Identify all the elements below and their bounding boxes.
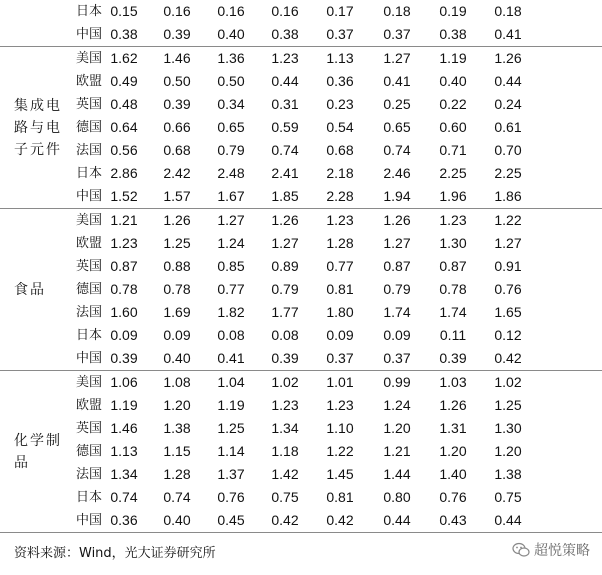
value-cell: 0.16 bbox=[217, 3, 245, 19]
value-cell: 2.86 bbox=[110, 165, 138, 181]
value-cell: 0.39 bbox=[163, 96, 191, 112]
country-label: 德国 bbox=[76, 282, 103, 297]
value-cell: 1.23 bbox=[110, 235, 138, 251]
value-cell: 0.59 bbox=[271, 119, 299, 135]
value-cell: 0.40 bbox=[439, 73, 467, 89]
value-cell: 0.44 bbox=[494, 73, 522, 89]
value-cell: 0.64 bbox=[110, 119, 138, 135]
value-cell: 0.76 bbox=[494, 281, 522, 297]
value-cell: 1.94 bbox=[383, 188, 411, 204]
value-cell: 0.16 bbox=[271, 3, 299, 19]
table-group bbox=[0, 209, 602, 371]
value-cell: 0.60 bbox=[439, 119, 467, 135]
value-cell: 0.74 bbox=[383, 142, 411, 158]
value-cell: 0.23 bbox=[326, 96, 354, 112]
value-cell: 0.39 bbox=[439, 350, 467, 366]
value-cell: 0.76 bbox=[439, 489, 467, 505]
value-cell: 1.15 bbox=[163, 443, 191, 459]
table-group bbox=[0, 47, 602, 209]
value-cell: 1.38 bbox=[494, 466, 522, 482]
value-cell: 1.13 bbox=[326, 50, 354, 66]
value-cell: 0.41 bbox=[383, 73, 411, 89]
value-cell: 1.13 bbox=[110, 443, 138, 459]
value-cell: 1.23 bbox=[326, 397, 354, 413]
category-label: 食品 bbox=[14, 281, 46, 298]
wechat-icon bbox=[512, 542, 530, 558]
value-cell: 1.25 bbox=[217, 420, 245, 436]
value-cell: 1.30 bbox=[494, 420, 522, 436]
table-row bbox=[0, 394, 602, 417]
value-cell: 0.19 bbox=[439, 3, 467, 19]
country-label: 英国 bbox=[76, 97, 103, 112]
value-cell: 0.11 bbox=[439, 327, 467, 343]
country-label: 德国 bbox=[76, 120, 103, 135]
value-cell: 0.74 bbox=[110, 489, 138, 505]
value-cell: 0.81 bbox=[326, 281, 354, 297]
value-cell: 1.28 bbox=[163, 466, 191, 482]
country-label: 法国 bbox=[76, 143, 103, 158]
table-row bbox=[0, 463, 602, 486]
table-row bbox=[0, 486, 602, 509]
value-cell: 1.23 bbox=[439, 212, 467, 228]
source-note: 资料来源：Wind，光大证券研究所 bbox=[14, 546, 216, 561]
value-cell: 0.75 bbox=[271, 489, 299, 505]
value-cell: 1.40 bbox=[439, 466, 467, 482]
value-cell: 0.50 bbox=[217, 73, 245, 89]
value-cell: 1.67 bbox=[217, 188, 245, 204]
value-cell: 1.65 bbox=[494, 304, 522, 320]
value-cell: 0.22 bbox=[439, 96, 467, 112]
value-cell: 0.31 bbox=[271, 96, 299, 112]
value-cell: 0.43 bbox=[439, 512, 467, 528]
watermark bbox=[512, 540, 590, 560]
value-cell: 0.42 bbox=[271, 512, 299, 528]
value-cell: 1.45 bbox=[326, 466, 354, 482]
country-label: 美国 bbox=[76, 213, 103, 228]
value-cell: 0.16 bbox=[163, 3, 191, 19]
value-cell: 0.56 bbox=[110, 142, 138, 158]
value-cell: 0.78 bbox=[110, 281, 138, 297]
value-cell: 0.65 bbox=[217, 119, 245, 135]
value-cell: 0.34 bbox=[217, 96, 245, 112]
country-label: 法国 bbox=[76, 467, 103, 482]
value-cell: 0.42 bbox=[494, 350, 522, 366]
value-cell: 0.37 bbox=[326, 350, 354, 366]
value-cell: 1.34 bbox=[110, 466, 138, 482]
value-cell: 0.61 bbox=[494, 119, 522, 135]
value-cell: 0.87 bbox=[439, 258, 467, 274]
country-label: 欧盟 bbox=[76, 236, 103, 251]
value-cell: 1.20 bbox=[494, 443, 522, 459]
table-row bbox=[0, 417, 602, 440]
country-label: 日本 bbox=[76, 490, 103, 505]
value-cell: 2.25 bbox=[494, 165, 522, 181]
value-cell: 1.26 bbox=[439, 397, 467, 413]
value-cell: 0.41 bbox=[494, 26, 522, 42]
value-cell: 1.37 bbox=[217, 466, 245, 482]
country-label: 中国 bbox=[76, 27, 103, 42]
value-cell: 1.62 bbox=[110, 50, 138, 66]
value-cell: 0.81 bbox=[326, 489, 354, 505]
table-row bbox=[0, 509, 602, 532]
table-row bbox=[0, 232, 602, 255]
value-cell: 0.42 bbox=[326, 512, 354, 528]
value-cell: 0.78 bbox=[163, 281, 191, 297]
value-cell: 2.28 bbox=[326, 188, 354, 204]
value-cell: 0.37 bbox=[326, 26, 354, 42]
value-cell: 0.39 bbox=[271, 350, 299, 366]
value-cell: 0.79 bbox=[217, 142, 245, 158]
country-label: 中国 bbox=[76, 513, 103, 528]
value-cell: 0.91 bbox=[494, 258, 522, 274]
value-cell: 1.02 bbox=[271, 374, 299, 390]
value-cell: 1.20 bbox=[439, 443, 467, 459]
value-cell: 0.08 bbox=[271, 327, 299, 343]
value-cell: 0.40 bbox=[163, 512, 191, 528]
value-cell: 1.74 bbox=[383, 304, 411, 320]
value-cell: 2.25 bbox=[439, 165, 467, 181]
value-cell: 1.26 bbox=[163, 212, 191, 228]
country-label: 日本 bbox=[76, 328, 103, 343]
value-cell: 1.23 bbox=[271, 397, 299, 413]
value-cell: 0.38 bbox=[271, 26, 299, 42]
value-cell: 1.19 bbox=[439, 50, 467, 66]
value-cell: 0.87 bbox=[110, 258, 138, 274]
value-cell: 0.24 bbox=[494, 96, 522, 112]
table-group bbox=[0, 0, 602, 47]
value-cell: 1.38 bbox=[163, 420, 191, 436]
category-label: 集成电路与电子元件 bbox=[14, 97, 62, 158]
value-cell: 0.18 bbox=[383, 3, 411, 19]
value-cell: 1.20 bbox=[383, 420, 411, 436]
value-cell: 1.27 bbox=[494, 235, 522, 251]
table-row bbox=[0, 278, 602, 301]
value-cell: 0.74 bbox=[163, 489, 191, 505]
value-cell: 0.39 bbox=[163, 26, 191, 42]
value-cell: 1.22 bbox=[494, 212, 522, 228]
country-label: 美国 bbox=[76, 375, 103, 390]
value-cell: 0.45 bbox=[217, 512, 245, 528]
value-cell: 0.09 bbox=[163, 327, 191, 343]
value-cell: 1.46 bbox=[110, 420, 138, 436]
value-cell: 0.68 bbox=[326, 142, 354, 158]
table-row bbox=[0, 93, 602, 116]
value-cell: 2.41 bbox=[271, 165, 299, 181]
value-cell: 0.49 bbox=[110, 73, 138, 89]
value-cell: 0.15 bbox=[110, 3, 138, 19]
value-cell: 0.38 bbox=[439, 26, 467, 42]
value-cell: 0.70 bbox=[494, 142, 522, 158]
value-cell: 0.18 bbox=[494, 3, 522, 19]
value-cell: 1.57 bbox=[163, 188, 191, 204]
table-row bbox=[0, 209, 602, 232]
value-cell: 0.09 bbox=[110, 327, 138, 343]
value-cell: 1.02 bbox=[494, 374, 522, 390]
value-cell: 1.01 bbox=[326, 374, 354, 390]
table-row bbox=[0, 23, 602, 46]
value-cell: 1.27 bbox=[383, 235, 411, 251]
value-cell: 1.06 bbox=[110, 374, 138, 390]
value-cell: 0.85 bbox=[217, 258, 245, 274]
country-label: 日本 bbox=[76, 166, 103, 181]
value-cell: 1.74 bbox=[439, 304, 467, 320]
country-label: 英国 bbox=[76, 259, 103, 274]
value-cell: 0.44 bbox=[494, 512, 522, 528]
value-cell: 1.10 bbox=[326, 420, 354, 436]
value-cell: 0.54 bbox=[326, 119, 354, 135]
value-cell: 0.79 bbox=[383, 281, 411, 297]
value-cell: 0.77 bbox=[326, 258, 354, 274]
value-cell: 1.18 bbox=[271, 443, 299, 459]
value-cell: 0.37 bbox=[383, 350, 411, 366]
value-cell: 0.36 bbox=[110, 512, 138, 528]
value-cell: 1.23 bbox=[271, 50, 299, 66]
value-cell: 0.88 bbox=[163, 258, 191, 274]
value-cell: 0.37 bbox=[383, 26, 411, 42]
value-cell: 0.08 bbox=[217, 327, 245, 343]
value-cell: 0.12 bbox=[494, 327, 522, 343]
value-cell: 1.96 bbox=[439, 188, 467, 204]
category-label: 化学制品 bbox=[14, 432, 62, 471]
table-row bbox=[0, 371, 602, 394]
table-row bbox=[0, 139, 602, 162]
value-cell: 0.40 bbox=[217, 26, 245, 42]
table-row bbox=[0, 324, 602, 347]
table-row bbox=[0, 255, 602, 278]
table-row bbox=[0, 185, 602, 208]
value-cell: 1.36 bbox=[217, 50, 245, 66]
country-label: 欧盟 bbox=[76, 74, 103, 89]
table-row bbox=[0, 440, 602, 463]
value-cell: 1.24 bbox=[217, 235, 245, 251]
country-label: 欧盟 bbox=[76, 398, 103, 413]
table-group bbox=[0, 371, 602, 533]
country-label: 德国 bbox=[76, 444, 103, 459]
value-cell: 1.03 bbox=[439, 374, 467, 390]
value-cell: 1.69 bbox=[163, 304, 191, 320]
value-cell: 1.44 bbox=[383, 466, 411, 482]
value-cell: 1.27 bbox=[271, 235, 299, 251]
country-label: 英国 bbox=[76, 421, 103, 436]
value-cell: 0.39 bbox=[110, 350, 138, 366]
value-cell: 1.24 bbox=[383, 397, 411, 413]
table-row bbox=[0, 70, 602, 93]
value-cell: 0.79 bbox=[271, 281, 299, 297]
value-cell: 0.40 bbox=[163, 350, 191, 366]
value-cell: 1.21 bbox=[383, 443, 411, 459]
value-cell: 1.26 bbox=[383, 212, 411, 228]
value-cell: 0.87 bbox=[383, 258, 411, 274]
value-cell: 1.60 bbox=[110, 304, 138, 320]
value-cell: 1.27 bbox=[383, 50, 411, 66]
value-cell: 1.34 bbox=[271, 420, 299, 436]
value-cell: 0.50 bbox=[163, 73, 191, 89]
value-cell: 0.17 bbox=[326, 3, 354, 19]
value-cell: 1.27 bbox=[217, 212, 245, 228]
value-cell: 2.48 bbox=[217, 165, 245, 181]
value-cell: 0.99 bbox=[383, 374, 411, 390]
value-cell: 0.76 bbox=[217, 489, 245, 505]
value-cell: 0.68 bbox=[163, 142, 191, 158]
value-cell: 0.89 bbox=[271, 258, 299, 274]
value-cell: 1.42 bbox=[271, 466, 299, 482]
value-cell: 1.26 bbox=[494, 50, 522, 66]
country-label: 中国 bbox=[76, 189, 103, 204]
value-cell: 1.30 bbox=[439, 235, 467, 251]
country-label: 日本 bbox=[76, 4, 103, 19]
country-label: 美国 bbox=[76, 51, 103, 66]
value-cell: 1.20 bbox=[163, 397, 191, 413]
table-row bbox=[0, 0, 602, 23]
value-cell: 1.22 bbox=[326, 443, 354, 459]
value-cell: 1.21 bbox=[110, 212, 138, 228]
value-cell: 1.23 bbox=[326, 212, 354, 228]
value-cell: 0.78 bbox=[439, 281, 467, 297]
value-cell: 0.09 bbox=[383, 327, 411, 343]
value-cell: 0.44 bbox=[383, 512, 411, 528]
value-cell: 0.38 bbox=[110, 26, 138, 42]
table-row bbox=[0, 116, 602, 139]
value-cell: 1.28 bbox=[326, 235, 354, 251]
table-row bbox=[0, 301, 602, 324]
value-cell: 1.46 bbox=[163, 50, 191, 66]
value-cell: 0.71 bbox=[439, 142, 467, 158]
value-cell: 1.52 bbox=[110, 188, 138, 204]
value-cell: 0.77 bbox=[217, 281, 245, 297]
value-cell: 1.26 bbox=[271, 212, 299, 228]
value-cell: 0.74 bbox=[271, 142, 299, 158]
table-row bbox=[0, 347, 602, 370]
value-cell: 0.80 bbox=[383, 489, 411, 505]
value-cell: 2.42 bbox=[163, 165, 191, 181]
country-label: 中国 bbox=[76, 351, 103, 366]
country-label: 法国 bbox=[76, 305, 103, 320]
value-cell: 1.31 bbox=[439, 420, 467, 436]
value-cell: 2.46 bbox=[383, 165, 411, 181]
watermark-text: 超悦策略 bbox=[534, 543, 590, 559]
value-cell: 1.85 bbox=[271, 188, 299, 204]
value-cell: 0.36 bbox=[326, 73, 354, 89]
value-cell: 1.77 bbox=[271, 304, 299, 320]
table-row bbox=[0, 47, 602, 70]
table-row bbox=[0, 162, 602, 185]
value-cell: 1.80 bbox=[326, 304, 354, 320]
value-cell: 0.41 bbox=[217, 350, 245, 366]
value-cell: 1.82 bbox=[217, 304, 245, 320]
value-cell: 0.75 bbox=[494, 489, 522, 505]
value-cell: 1.14 bbox=[217, 443, 245, 459]
value-cell: 1.86 bbox=[494, 188, 522, 204]
value-cell: 1.25 bbox=[494, 397, 522, 413]
value-cell: 2.18 bbox=[326, 165, 354, 181]
value-cell: 0.09 bbox=[326, 327, 354, 343]
value-cell: 0.65 bbox=[383, 119, 411, 135]
value-cell: 1.25 bbox=[163, 235, 191, 251]
value-cell: 0.25 bbox=[383, 96, 411, 112]
value-cell: 1.19 bbox=[110, 397, 138, 413]
value-cell: 1.19 bbox=[217, 397, 245, 413]
value-cell: 0.66 bbox=[163, 119, 191, 135]
value-cell: 0.48 bbox=[110, 96, 138, 112]
value-cell: 0.44 bbox=[271, 73, 299, 89]
value-cell: 1.04 bbox=[217, 374, 245, 390]
value-cell: 1.08 bbox=[163, 374, 191, 390]
